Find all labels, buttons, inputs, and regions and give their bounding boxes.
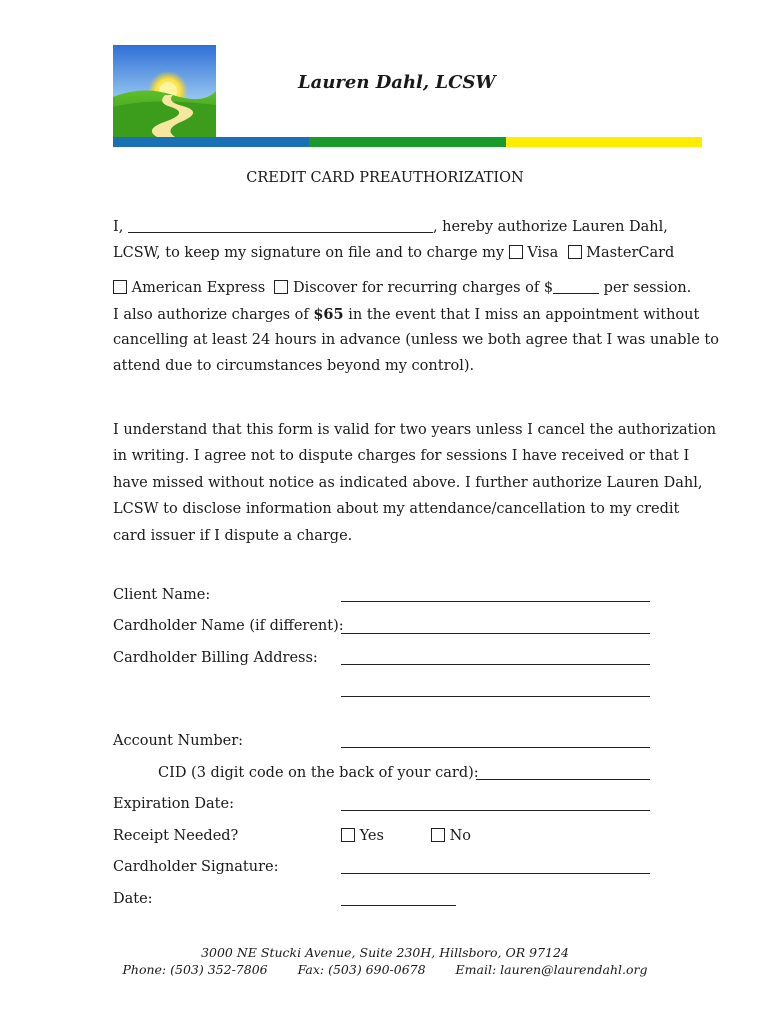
understand-line-2: in writing. I agree not to dispute charges for sessions I have received or that I (113, 448, 690, 464)
date-label: Date: (113, 891, 153, 907)
auth-line-4 (113, 306, 699, 323)
auth-line-3 (113, 279, 691, 296)
receipt-no-label: No (449, 828, 472, 844)
header-bar-yellow (506, 137, 702, 147)
recurring-amount-field[interactable] (553, 279, 599, 294)
signature-label: Cardholder Signature: (113, 859, 279, 875)
receipt-no-checkbox[interactable] (431, 828, 445, 842)
understand-line-3: have missed without notice as indicated above. I further authorize Lauren Dahl, (113, 475, 703, 491)
receipt-yes-checkbox[interactable] (341, 828, 355, 842)
auth-i-prefix: I, (113, 219, 124, 235)
footer-address: 3000 NE Stucki Avenue, Suite 230H, Hillsboro, OR 97124 (201, 945, 569, 960)
date-field[interactable] (341, 905, 456, 906)
amex-label: American Express (131, 280, 266, 296)
header-bar-blue (113, 137, 309, 147)
missed-fee-amount: $65 (313, 306, 344, 323)
receipt-no-option (431, 828, 471, 844)
discover-label: Discover for recurring charges of $ (292, 280, 554, 296)
mastercard-label: MasterCard (586, 245, 675, 261)
client-name-label: Client Name: (113, 587, 211, 603)
auth-keep-signature: LCSW, to keep my signature on file and to charge my (113, 245, 505, 261)
receipt-yes-option (341, 828, 384, 844)
amex-checkbox[interactable] (113, 280, 127, 294)
practice-title: Lauren Dahl, LCSW (298, 72, 496, 93)
auth-line-1 (113, 218, 668, 235)
also-prefix: I also authorize charges of (113, 307, 309, 323)
account-number-field[interactable] (341, 747, 650, 748)
billing-address-field-1[interactable] (341, 664, 650, 665)
visa-checkbox[interactable] (509, 245, 523, 259)
cid-field[interactable] (476, 779, 650, 780)
authorizer-name-field[interactable] (128, 218, 433, 233)
header-bar-green (309, 137, 506, 147)
discover-checkbox[interactable] (274, 280, 288, 294)
receipt-yes-label: Yes (359, 828, 384, 844)
footer-fax: Fax: (503) 690-0678 (297, 962, 426, 977)
receipt-label: Receipt Needed? (113, 828, 239, 844)
understand-line-5: card issuer if I dispute a charge. (113, 528, 353, 544)
cardholder-name-label: Cardholder Name (if different): (113, 618, 344, 634)
understand-line-4: LCSW to disclose information about my attendance/cancellation to my credit (113, 501, 680, 517)
auth-line-2 (113, 245, 674, 261)
auth-line-6: attend due to circumstances beyond my control). (113, 358, 475, 374)
footer-contact (0, 962, 770, 977)
client-name-field[interactable] (341, 601, 650, 602)
understand-line-1: I understand that this form is valid for two years unless I cancel the authorization (113, 422, 717, 438)
account-number-label: Account Number: (113, 733, 244, 749)
auth-line-5: cancelling at least 24 hours in advance (unless we both agree that I was unable to (113, 332, 719, 348)
form-title: CREDIT CARD PREAUTHORIZATION (246, 170, 524, 186)
also-suffix: in the event that I miss an appointment without (348, 307, 700, 323)
billing-address-field-2[interactable] (341, 696, 650, 697)
billing-address-label: Cardholder Billing Address: (113, 650, 318, 666)
expiration-field[interactable] (341, 810, 650, 811)
signature-field[interactable] (341, 873, 650, 874)
sunrise-landscape-logo (113, 45, 216, 137)
cid-label: CID (3 digit code on the back of your card): (158, 765, 479, 781)
visa-label: Visa (527, 245, 559, 261)
footer-email[interactable]: Email: lauren@laurendahl.org (455, 962, 648, 977)
per-session-label: per session. (603, 280, 692, 296)
auth-hereby: , hereby authorize Lauren Dahl, (432, 219, 668, 235)
expiration-label: Expiration Date: (113, 796, 234, 812)
cardholder-name-field[interactable] (341, 633, 650, 634)
mastercard-checkbox[interactable] (568, 245, 582, 259)
footer-phone: Phone: (503) 352-7806 (122, 962, 268, 977)
